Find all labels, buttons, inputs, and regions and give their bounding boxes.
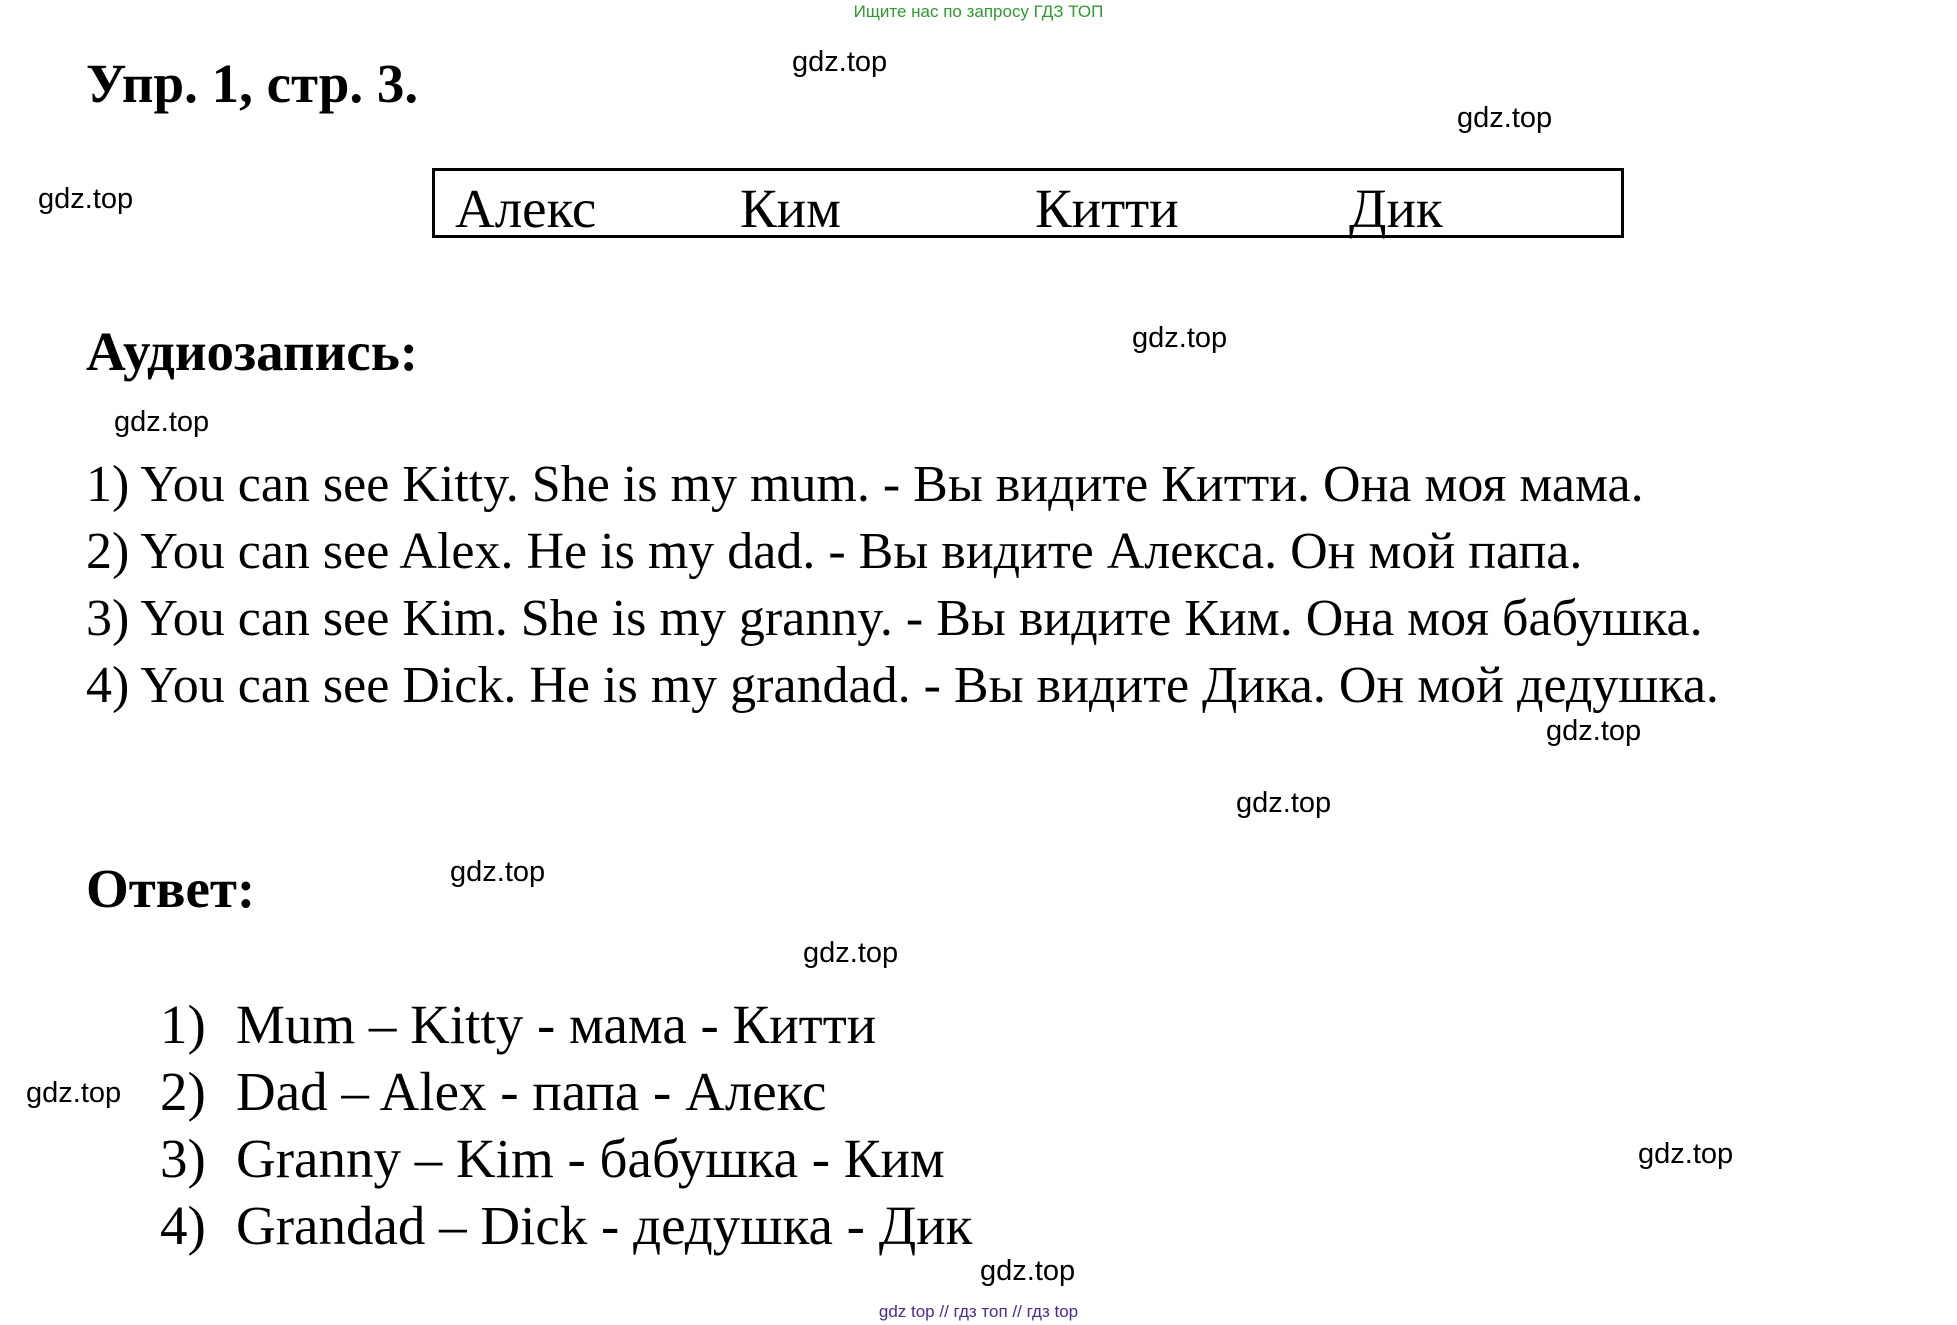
audio-line: 2) You can see Alex. He is my dad. - Вы видите Алекса. Он мой папа. [86,523,1583,580]
name-dick: Дик [1349,178,1443,239]
watermark: gdz.top [803,937,899,969]
footer-separator: // [939,1302,949,1321]
name-kitty: Китти [1035,178,1179,239]
names-box [432,168,1624,238]
audio-line: 3) You can see Kim. She is my granny. - Вы видите Ким. Она моя бабушка. [86,590,1703,647]
name-kim: Ким [740,178,841,239]
answer-item [160,1127,945,1190]
answer-number: 3) [160,1128,206,1189]
search-banner[interactable]: Ищите нас по запросу ГДЗ ТОП [853,2,1104,21]
footer-link[interactable]: гдз top [1026,1302,1079,1321]
answer-item [160,1194,972,1257]
name-alex: Алекс [455,178,597,239]
watermark: gdz.top [980,1255,1076,1287]
answer-text: Dad – Alex - папа - Алекс [236,1061,827,1122]
answer-text: Granny – Kim - бабушка - Ким [236,1128,945,1189]
footer-links [0,1302,1957,1322]
answer-text: Mum – Kitty - мама - Китти [236,994,877,1055]
watermark: gdz.top [1457,102,1553,134]
footer-separator: // [1012,1302,1022,1321]
audio-line: 1) You can see Kitty. She is my mum. - Вы видите Китти. Она моя мама. [86,456,1644,513]
watermark: gdz.top [450,856,546,888]
footer-link[interactable]: гдз топ [953,1302,1008,1321]
watermark: gdz.top [114,406,210,438]
answer-text: Grandad – Dick - дедушка - Дик [236,1195,973,1256]
watermark: gdz.top [1638,1138,1734,1170]
answer-item [160,1060,826,1123]
watermark: gdz.top [38,183,134,215]
watermark: gdz.top [1236,787,1332,819]
watermark: gdz.top [1546,715,1642,747]
answer-item [160,993,876,1056]
watermark: gdz.top [26,1077,122,1109]
answer-number: 4) [160,1195,206,1256]
answer-number: 2) [160,1061,206,1122]
answer-number: 1) [160,994,206,1055]
footer-link[interactable]: gdz top [878,1302,935,1321]
exercise-title: Упр. 1, стр. 3. [86,53,419,114]
answer-heading: Ответ: [86,858,256,919]
watermark: gdz.top [1132,322,1228,354]
audio-line: 4) You can see Dick. He is my grandad. - Вы видите Дика. Он мой дедушка. [86,657,1719,714]
audio-heading: Аудиозапись: [86,321,419,382]
watermark: gdz.top [792,46,888,78]
